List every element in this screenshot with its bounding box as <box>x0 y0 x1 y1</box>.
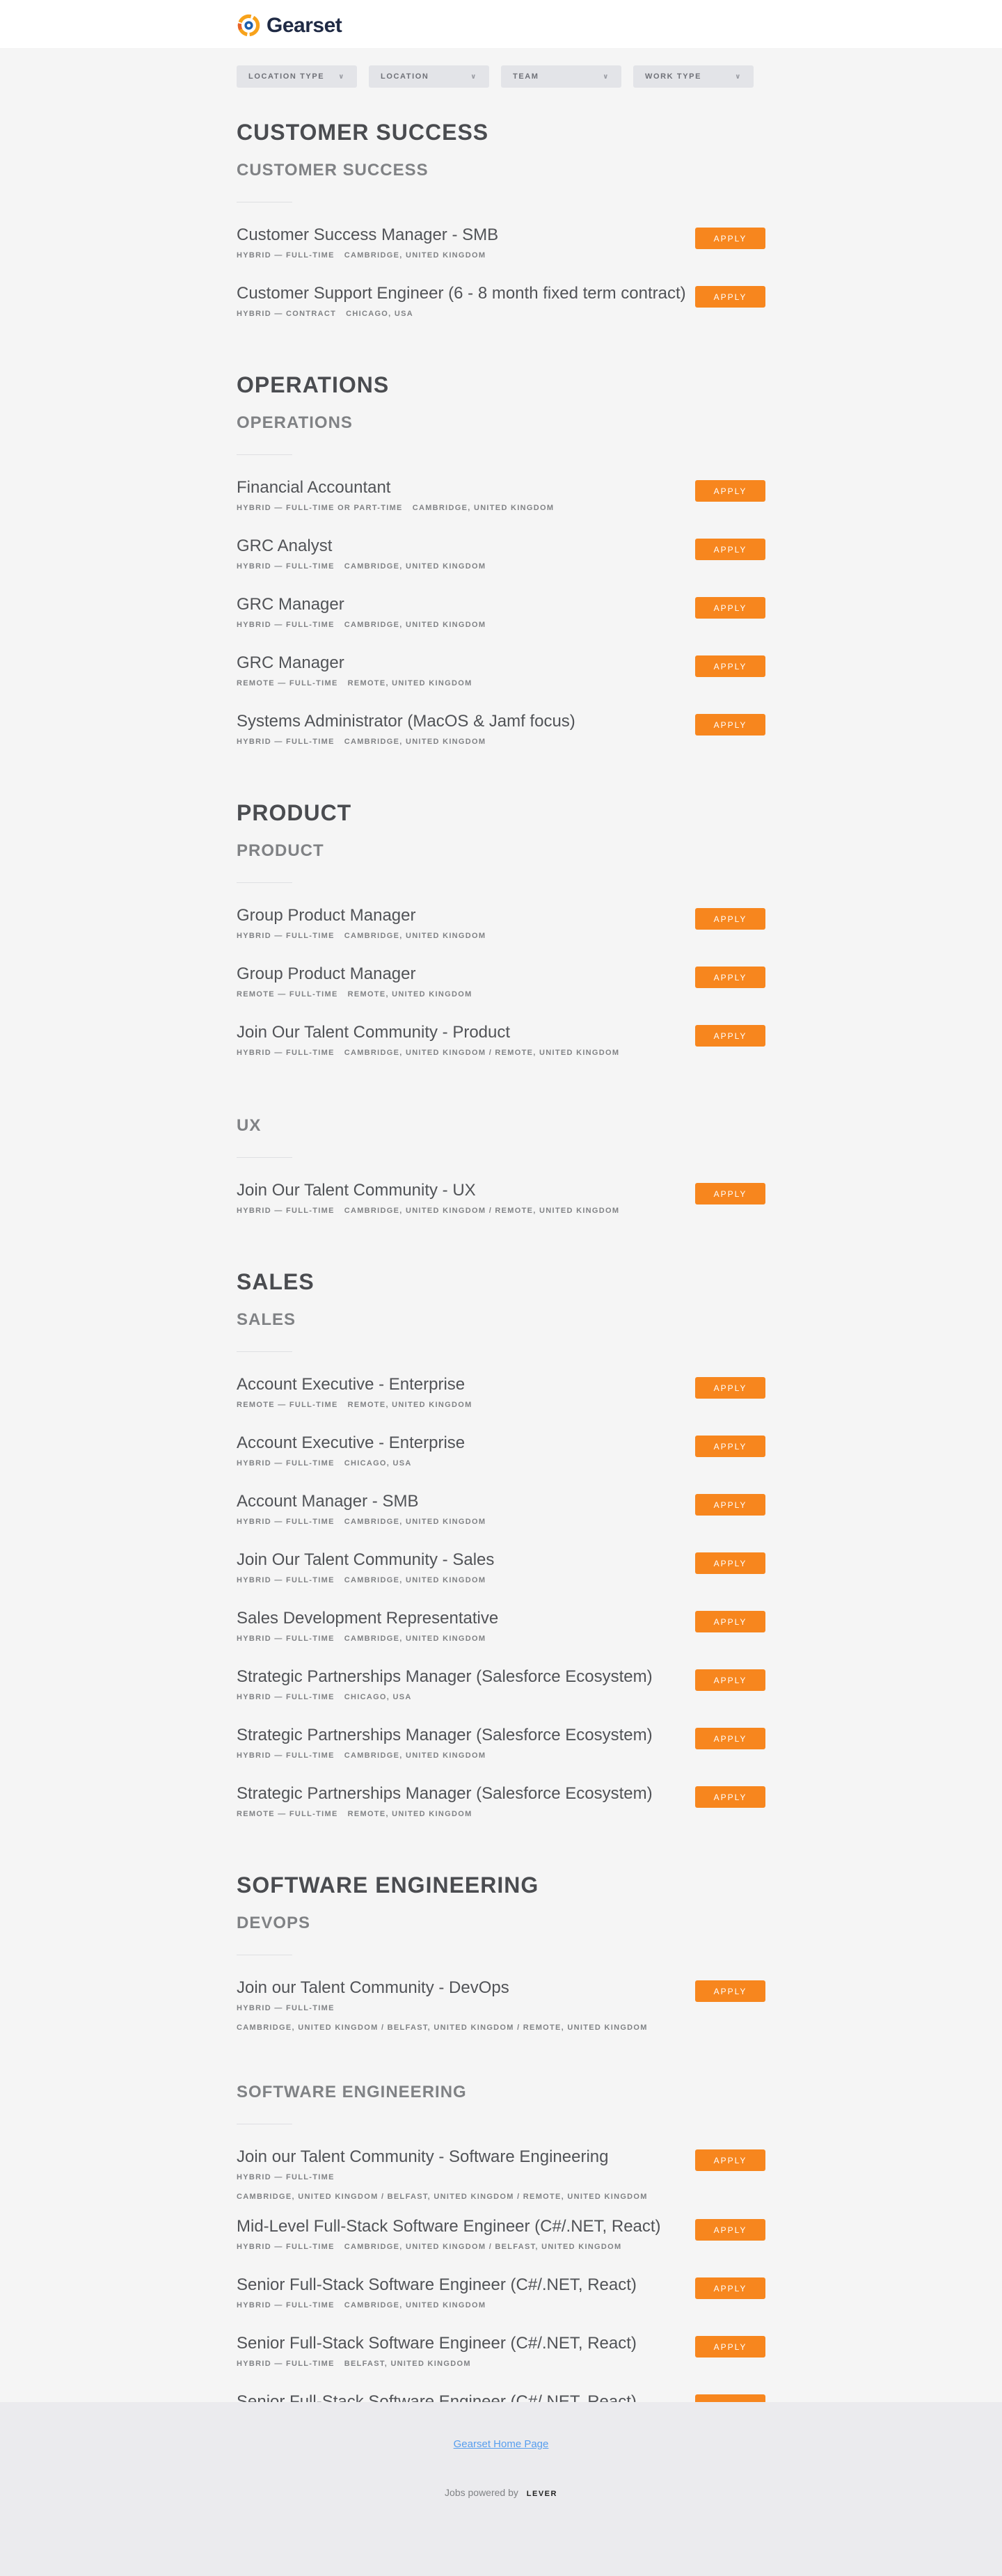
job-posting <box>237 1605 765 1664</box>
posting-title-link[interactable]: Join Our Talent Community - Sales <box>237 1550 495 1569</box>
apply-button[interactable]: APPLY <box>695 228 765 249</box>
posting-location: CAMBRIDGE, UNITED KINGDOM <box>344 932 486 940</box>
posting-location: REMOTE, UNITED KINGDOM <box>347 1401 472 1409</box>
job-posting <box>237 1019 765 1078</box>
posting-title-link[interactable]: Join our Talent Community - Software Engineering <box>237 2147 609 2166</box>
posting-title-link[interactable]: Strategic Partnerships Manager (Salesforce Ecosystem) <box>237 1726 653 1744</box>
posting-location: CAMBRIDGE, UNITED KINGDOM / BELFAST, UNITED KINGDOM / REMOTE, UNITED KINGDOM <box>237 2193 648 2201</box>
posting-location: CAMBRIDGE, UNITED KINGDOM / BELFAST, UNITED KINGDOM / REMOTE, UNITED KINGDOM <box>237 2024 648 2032</box>
team-title: DEVOPS <box>237 1914 311 1932</box>
department-title: SALES <box>237 1269 315 1294</box>
team-title: SOFTWARE ENGINEERING <box>237 2083 467 2101</box>
job-posting <box>237 961 765 1019</box>
apply-button[interactable]: APPLY <box>695 655 765 677</box>
powered-by-text: Jobs powered by <box>445 2487 518 2498</box>
posting-commitment: REMOTE — FULL-TIME <box>237 1810 338 1818</box>
apply-button[interactable]: APPLY <box>695 1025 765 1047</box>
filter-location[interactable] <box>369 65 489 88</box>
posting-meta <box>237 931 765 941</box>
posting-meta <box>237 1517 765 1527</box>
filter-work-type[interactable] <box>633 65 754 88</box>
job-posting <box>237 1664 765 1722</box>
filter-bar <box>237 48 765 88</box>
job-posting <box>237 1722 765 1781</box>
home-page-link[interactable]: Gearset Home Page <box>453 2438 549 2450</box>
posting-commitment: HYBRID — FULL-TIME <box>237 1576 335 1584</box>
posting-location: BELFAST, UNITED KINGDOM <box>344 2360 471 2368</box>
filter-team[interactable] <box>501 65 621 88</box>
posting-title-link[interactable]: Join our Talent Community - DevOps <box>237 1978 509 1997</box>
job-posting <box>237 2213 765 2272</box>
filter-label: LOCATION <box>381 72 429 81</box>
footer <box>0 2402 1002 2576</box>
posting-title-link[interactable]: Account Executive - Enterprise <box>237 1375 466 1394</box>
apply-button[interactable]: APPLY <box>695 714 765 736</box>
powered-by <box>0 2487 1002 2498</box>
posting-commitment: HYBRID — FULL-TIME <box>237 1635 335 1643</box>
posting-meta <box>237 737 765 747</box>
job-posting <box>237 1975 765 2044</box>
posting-meta <box>237 989 765 999</box>
posting-meta <box>237 620 765 630</box>
posting-meta <box>237 2359 765 2369</box>
posting-meta <box>237 251 765 260</box>
department-title: CUSTOMER SUCCESS <box>237 120 489 145</box>
posting-commitment: HYBRID — FULL-TIME <box>237 1751 335 1760</box>
posting-meta <box>237 1048 765 1058</box>
posting-commitment: HYBRID — CONTRACT <box>237 310 337 318</box>
posting-meta <box>237 678 765 688</box>
department-section <box>237 120 765 339</box>
divider <box>237 1351 292 1352</box>
department-section <box>237 1873 765 2447</box>
filter-label: LOCATION TYPE <box>248 72 325 81</box>
apply-button[interactable]: APPLY <box>695 1436 765 1457</box>
apply-button[interactable]: APPLY <box>695 908 765 930</box>
posting-title-link[interactable]: GRC Analyst <box>237 536 333 555</box>
posting-title-link[interactable]: Group Product Manager <box>237 906 416 925</box>
posting-location: CHICAGO, USA <box>344 1459 412 1468</box>
posting-meta <box>237 1809 765 1819</box>
filter-location-type[interactable] <box>237 65 357 88</box>
posting-meta <box>237 1634 765 1644</box>
apply-button[interactable]: APPLY <box>695 1786 765 1808</box>
posting-title-link[interactable]: Customer Support Engineer (6 - 8 month fixed term contract) <box>237 284 686 303</box>
posting-commitment: HYBRID — FULL-TIME <box>237 251 335 260</box>
posting-meta <box>237 309 765 319</box>
team-section <box>237 160 765 339</box>
department-section <box>237 372 765 767</box>
job-posting <box>237 1177 765 1236</box>
posting-location: CAMBRIDGE, UNITED KINGDOM <box>344 621 486 629</box>
posting-location: CAMBRIDGE, UNITED KINGDOM <box>344 2301 486 2309</box>
posting-title-link[interactable]: Group Product Manager <box>237 964 416 983</box>
job-posting <box>237 2272 765 2330</box>
team-section <box>237 2082 765 2447</box>
posting-commitment: HYBRID — FULL-TIME <box>237 932 335 940</box>
posting-location: CHICAGO, USA <box>346 310 413 318</box>
posting-commitment: HYBRID — FULL-TIME <box>237 1049 335 1057</box>
job-posting <box>237 280 765 339</box>
divider <box>237 1157 292 1158</box>
posting-commitment: HYBRID — FULL-TIME <box>237 2301 335 2309</box>
job-posting <box>237 2330 765 2389</box>
apply-button[interactable]: APPLY <box>695 1669 765 1691</box>
department-section <box>237 800 765 1236</box>
apply-button[interactable]: APPLY <box>695 1980 765 2002</box>
posting-title-link[interactable]: Account Executive - Enterprise <box>237 1433 466 1452</box>
posting-title-link[interactable]: GRC Manager <box>237 653 344 672</box>
posting-title-link[interactable]: Strategic Partnerships Manager (Salesforce Ecosystem) <box>237 1784 653 1803</box>
filter-label: TEAM <box>513 72 539 81</box>
job-posting <box>237 708 765 767</box>
posting-meta <box>237 1206 765 1216</box>
posting-title-link[interactable]: Strategic Partnerships Manager (Salesforce Ecosystem) <box>237 1667 653 1686</box>
apply-button[interactable]: APPLY <box>695 2149 765 2171</box>
job-posting <box>237 1430 765 1488</box>
team-title: PRODUCT <box>237 841 324 860</box>
job-posting <box>237 591 765 650</box>
posting-location: CAMBRIDGE, UNITED KINGDOM <box>344 1518 486 1526</box>
team-section <box>237 1115 765 1236</box>
job-posting <box>237 2144 765 2213</box>
posting-location: CAMBRIDGE, UNITED KINGDOM / BELFAST, UNITED KINGDOM <box>344 2243 622 2251</box>
divider <box>237 882 292 883</box>
posting-title-link[interactable]: Financial Accountant <box>237 478 391 497</box>
department-section <box>237 1269 765 1839</box>
posting-commitment: HYBRID — FULL-TIME OR PART-TIME <box>237 504 403 512</box>
apply-button[interactable]: APPLY <box>695 967 765 988</box>
posting-commitment: HYBRID — FULL-TIME <box>237 1459 335 1468</box>
posting-title-link[interactable]: Mid-Level Full-Stack Software Engineer (C#/.NET, React) <box>237 2217 661 2236</box>
divider <box>237 454 292 455</box>
posting-location: CAMBRIDGE, UNITED KINGDOM / REMOTE, UNITED KINGDOM <box>344 1207 620 1215</box>
team-title: CUSTOMER SUCCESS <box>237 161 429 180</box>
apply-button[interactable]: APPLY <box>695 539 765 560</box>
chevron-down-icon: ∨ <box>735 72 742 81</box>
posting-meta <box>237 1400 765 1410</box>
posting-meta <box>237 2003 765 2013</box>
departments-list <box>237 120 765 2447</box>
posting-title-link[interactable]: Account Manager - SMB <box>237 1492 419 1511</box>
department-title: SOFTWARE ENGINEERING <box>237 1873 539 1898</box>
team-title: UX <box>237 1116 262 1135</box>
posting-location: CAMBRIDGE, UNITED KINGDOM <box>344 1635 486 1643</box>
posting-commitment: HYBRID — FULL-TIME <box>237 562 335 571</box>
apply-button[interactable]: APPLY <box>695 286 765 308</box>
team-section <box>237 841 765 1078</box>
posting-location: CAMBRIDGE, UNITED KINGDOM <box>344 251 486 260</box>
job-posting <box>237 903 765 961</box>
team-title: SALES <box>237 1310 296 1329</box>
posting-commitment: HYBRID — FULL-TIME <box>237 621 335 629</box>
apply-button[interactable]: APPLY <box>695 1728 765 1749</box>
posting-meta <box>237 503 765 513</box>
apply-button[interactable]: APPLY <box>695 1552 765 1574</box>
posting-title-link[interactable]: Join Our Talent Community - Product <box>237 1023 511 1042</box>
apply-button[interactable]: APPLY <box>695 1377 765 1399</box>
apply-button[interactable]: APPLY <box>695 1183 765 1204</box>
posting-meta <box>237 1751 765 1760</box>
posting-commitment: REMOTE — FULL-TIME <box>237 1401 338 1409</box>
posting-commitment: HYBRID — FULL-TIME <box>237 2360 335 2368</box>
posting-location: CAMBRIDGE, UNITED KINGDOM <box>344 1751 486 1760</box>
apply-button[interactable]: APPLY <box>695 2277 765 2299</box>
job-posting <box>237 1547 765 1605</box>
apply-button[interactable]: APPLY <box>695 480 765 502</box>
posting-title-link[interactable]: GRC Manager <box>237 595 344 614</box>
team-section <box>237 413 765 767</box>
posting-location: REMOTE, UNITED KINGDOM <box>347 679 472 687</box>
posting-location: CAMBRIDGE, UNITED KINGDOM <box>412 504 555 512</box>
job-posting <box>237 475 765 533</box>
job-posting <box>237 222 765 280</box>
posting-title-link[interactable]: Customer Success Manager - SMB <box>237 225 499 244</box>
posting-location: CAMBRIDGE, UNITED KINGDOM <box>344 1576 486 1584</box>
apply-button[interactable]: APPLY <box>695 2219 765 2241</box>
posting-commitment: HYBRID — FULL-TIME <box>237 2004 335 2012</box>
posting-title-link[interactable]: Senior Full-Stack Software Engineer (C#/.NET, React) <box>237 2334 637 2353</box>
posting-title-link[interactable]: Sales Development Representative <box>237 1609 499 1628</box>
posting-commitment: REMOTE — FULL-TIME <box>237 679 338 687</box>
posting-location: REMOTE, UNITED KINGDOM <box>347 1810 472 1818</box>
gearset-logo-icon <box>237 13 261 38</box>
apply-button[interactable]: APPLY <box>695 1611 765 1632</box>
posting-location: REMOTE, UNITED KINGDOM <box>347 990 472 999</box>
posting-meta <box>237 2172 765 2182</box>
posting-commitment: REMOTE — FULL-TIME <box>237 990 338 999</box>
posting-title-link[interactable]: Join Our Talent Community - UX <box>237 1181 476 1200</box>
posting-location: CHICAGO, USA <box>344 1693 412 1701</box>
apply-button[interactable]: APPLY <box>695 2336 765 2358</box>
posting-location: CAMBRIDGE, UNITED KINGDOM / REMOTE, UNITED KINGDOM <box>344 1049 620 1057</box>
posting-location: CAMBRIDGE, UNITED KINGDOM <box>344 738 486 746</box>
job-posting <box>237 1781 765 1839</box>
posting-meta <box>237 1458 765 1468</box>
posting-commitment: HYBRID — FULL-TIME <box>237 738 335 746</box>
posting-commitment: HYBRID — FULL-TIME <box>237 1518 335 1526</box>
team-section <box>237 1310 765 1839</box>
chevron-down-icon: ∨ <box>603 72 610 81</box>
posting-meta <box>237 1692 765 1702</box>
posting-title-link[interactable]: Senior Full-Stack Software Engineer (C#/.NET, React) <box>237 2275 637 2294</box>
chevron-down-icon: ∨ <box>338 72 345 81</box>
posting-location: CAMBRIDGE, UNITED KINGDOM <box>344 562 486 571</box>
posting-meta <box>237 2300 765 2310</box>
lever-logo[interactable]: LEVER <box>526 2490 557 2498</box>
posting-commitment: HYBRID — FULL-TIME <box>237 1207 335 1215</box>
postings-container <box>237 48 765 2447</box>
posting-commitment: HYBRID — FULL-TIME <box>237 2173 335 2181</box>
posting-commitment: HYBRID — FULL-TIME <box>237 1693 335 1701</box>
department-title: OPERATIONS <box>237 372 390 397</box>
job-posting <box>237 533 765 591</box>
team-section <box>237 1913 765 2044</box>
department-title: PRODUCT <box>237 800 352 825</box>
posting-title-link[interactable]: Systems Administrator (MacOS & Jamf focus) <box>237 712 575 731</box>
header <box>0 0 1002 48</box>
posting-meta <box>237 1575 765 1585</box>
brand-name: Gearset <box>267 13 342 37</box>
job-posting <box>237 1488 765 1547</box>
team-title: OPERATIONS <box>237 413 353 432</box>
apply-button[interactable]: APPLY <box>695 1494 765 1516</box>
filter-label: WORK TYPE <box>645 72 702 81</box>
posting-meta <box>237 2242 765 2252</box>
brand-logo[interactable] <box>237 13 342 38</box>
job-posting <box>237 650 765 708</box>
chevron-down-icon: ∨ <box>470 72 477 81</box>
apply-button[interactable]: APPLY <box>695 597 765 619</box>
job-posting <box>237 1372 765 1430</box>
posting-commitment: HYBRID — FULL-TIME <box>237 2243 335 2251</box>
posting-meta <box>237 562 765 571</box>
